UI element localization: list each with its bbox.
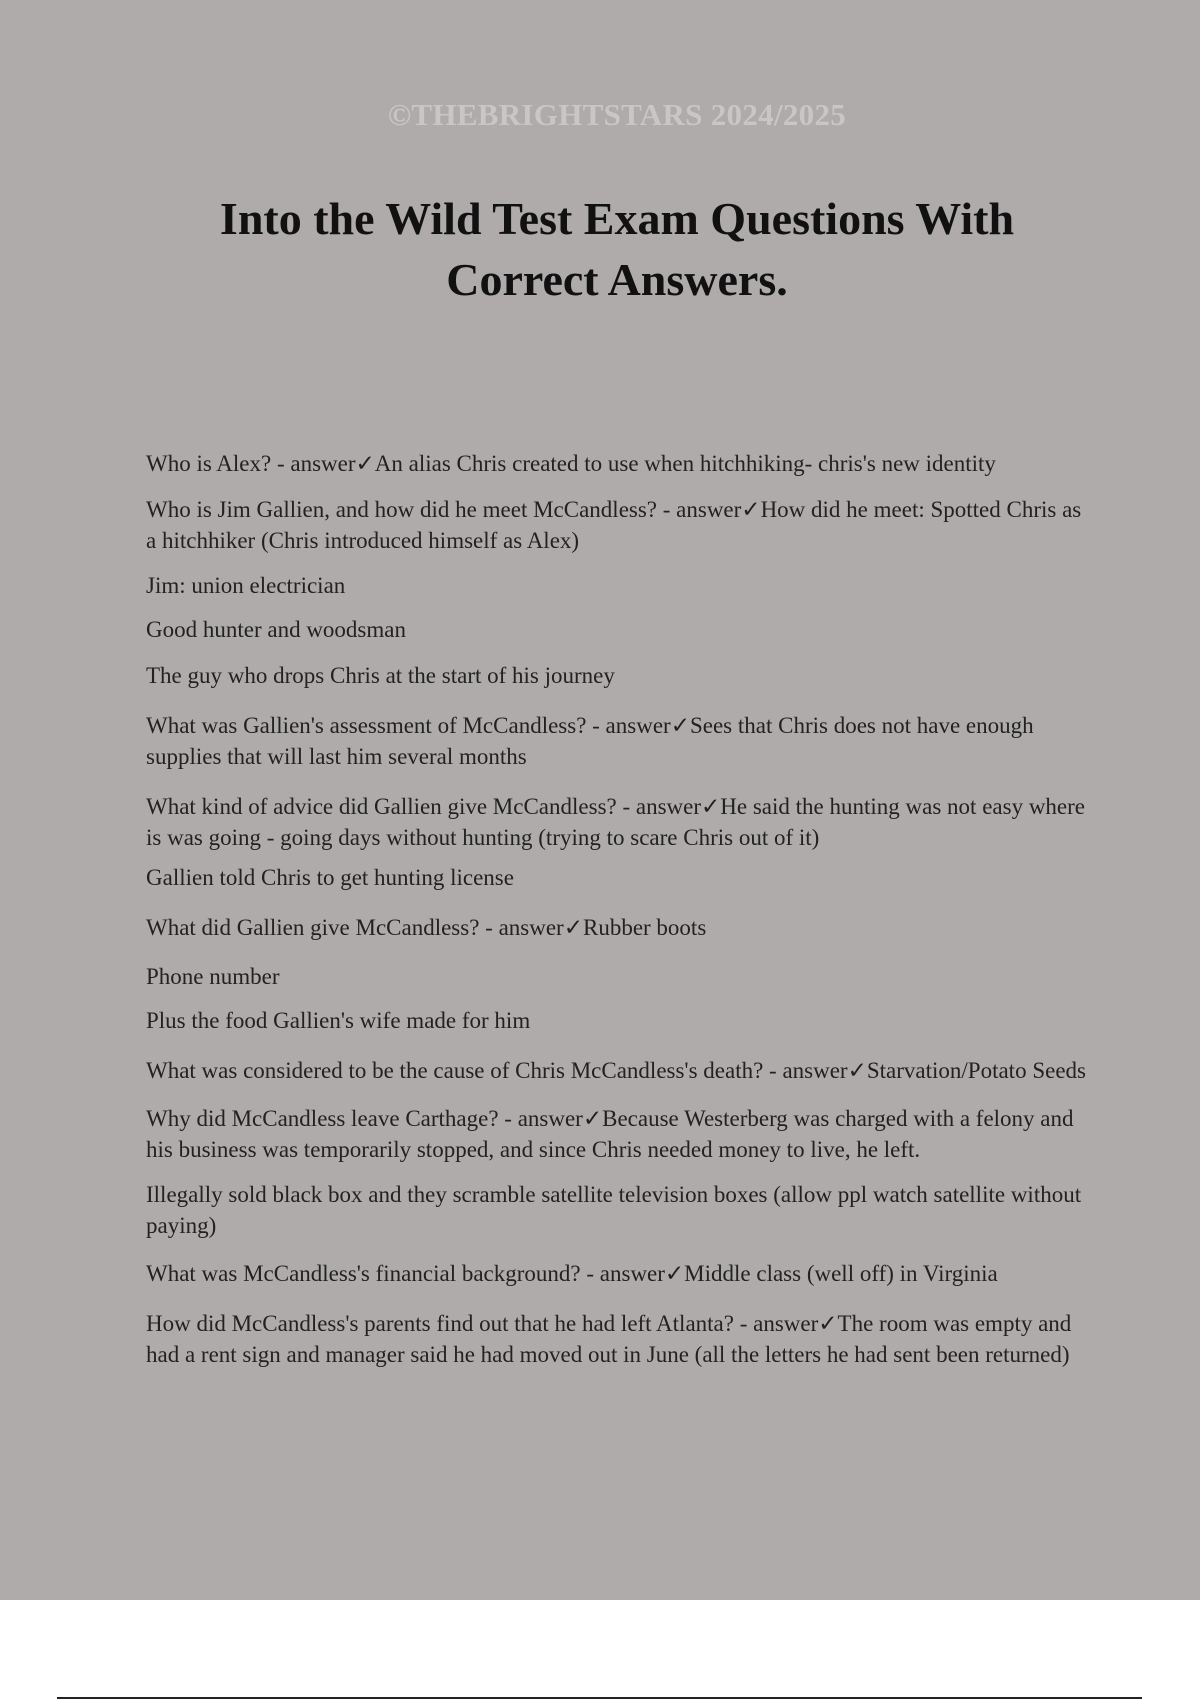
paragraph: Jim: union electrician: [146, 573, 346, 598]
paragraph: Phone number: [146, 964, 280, 989]
paragraph: Good hunter and woodsman: [146, 617, 406, 642]
paragraph: Illegally sold black box and they scramble satellite television boxes (allow ppl watch satellite without paying): [146, 1182, 1082, 1238]
qa-content: [146, 448, 1086, 1370]
paragraph: Who is Jim Gallien, and how did he meet McCandless? - answer✓How did he meet: Spotted Chris as a hitchhiker (Chris introduced himself as Alex): [146, 497, 1082, 553]
paragraph: Why did McCandless leave Carthage? - answer✓Because Westerberg was charged with a felony and his business was temporarily stopped, and since Chris needed money to live, he left.: [146, 1106, 1074, 1162]
paragraph: What was McCandless's financial background? - answer✓Middle class (well off) in Virginia: [146, 1261, 998, 1286]
paragraph: What kind of advice did Gallien give McCandless? - answer✓He said the hunting was not easy where is was going - going days without hunting (trying to scare Chris out of it): [146, 794, 1086, 850]
paragraph: Who is Alex? - answer✓An alias Chris created to use when hitchhiking- chris's new identity: [146, 451, 996, 476]
paragraph: Gallien told Chris to get hunting license: [146, 865, 514, 890]
paragraph: The guy who drops Chris at the start of his journey: [146, 663, 615, 688]
paragraph: What was considered to be the cause of Chris McCandless's death? - answer✓Starvation/Potato Seeds: [146, 1058, 1086, 1083]
footer-rule: [57, 1697, 1142, 1699]
watermark: ©THEBRIGHTSTARS 2024/2025: [387, 97, 847, 132]
document-title: Into the Wild Test Exam Questions With Correct Answers.: [219, 193, 1015, 305]
paragraph: Plus the food Gallien's wife made for him: [146, 1008, 531, 1033]
paragraph: How did McCandless's parents find out that he had left Atlanta? - answer✓The room was empty and had a rent sign and manager said he had moved out in June (all the letters he had sent been returned): [146, 1311, 1072, 1367]
paragraph: What did Gallien give McCandless? - answer✓Rubber boots: [146, 915, 707, 940]
paragraph: What was Gallien's assessment of McCandless? - answer✓Sees that Chris does not have enough supplies that will last him several months: [146, 713, 1034, 769]
